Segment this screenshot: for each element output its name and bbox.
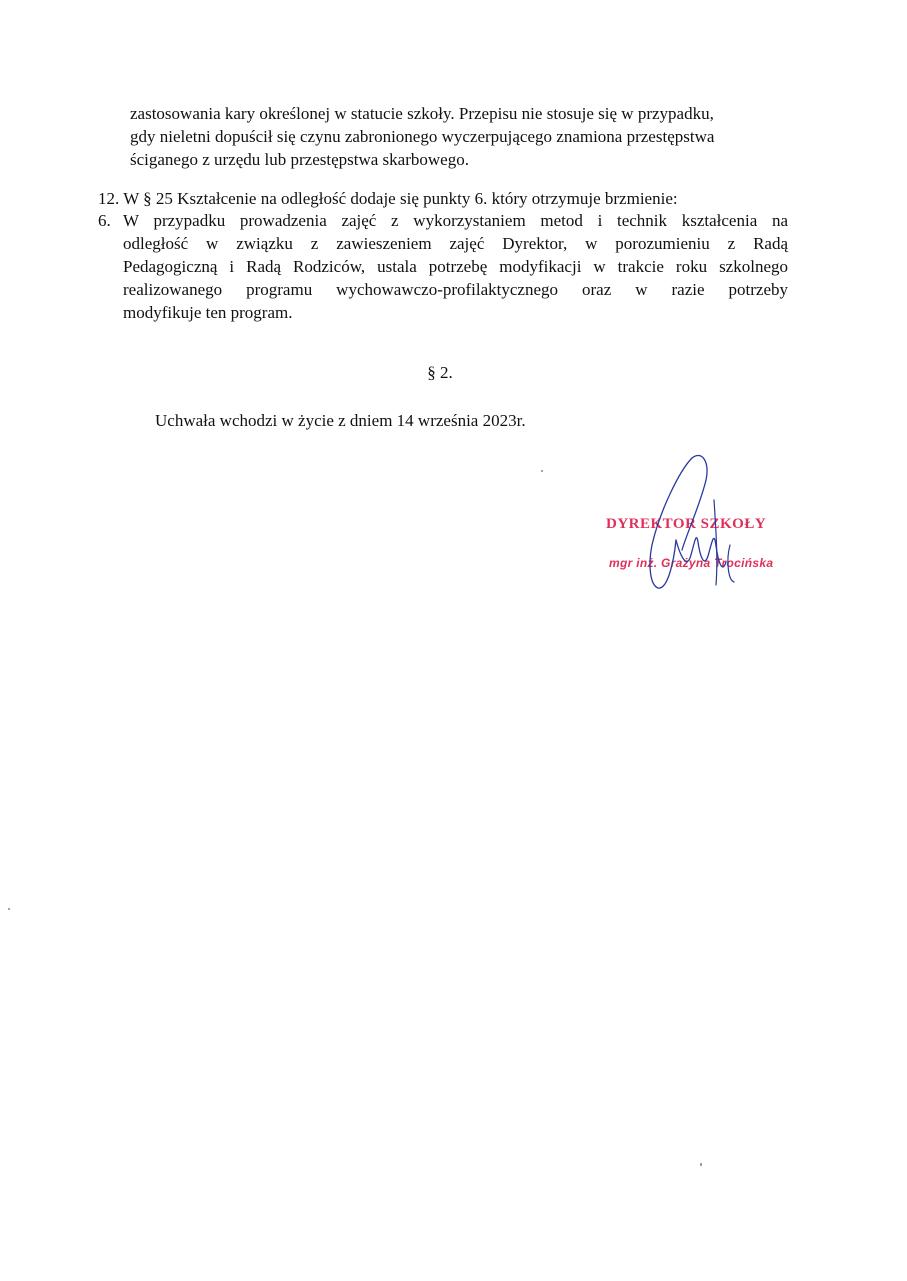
scan-speck — [8, 908, 10, 910]
stamp-title: DYREKTOR SZKOŁY — [606, 516, 767, 532]
list-item-6-text — [123, 209, 788, 324]
scan-speck — [541, 470, 543, 472]
section-heading: § 2. — [427, 363, 453, 382]
text-line: realizowanego programu wychowawczo-profilaktycznego oraz w razie potrzeby — [123, 280, 788, 299]
text-line: odległość w związku z zawieszeniem zajęć Dyrektor, w porozumieniu z Radą — [123, 234, 788, 253]
list-item-12: 12. W § 25 Kształcenie na odległość dodaje się punkty 6. który otrzymuje brzmienie: — [98, 189, 678, 208]
closing-statement: Uchwała wchodzi w życie z dniem 14 września 2023r. — [155, 411, 526, 430]
handwritten-signature — [630, 450, 750, 600]
text-line: modyfikuje ten program. — [123, 303, 293, 322]
text-line: W przypadku prowadzenia zajęć z wykorzystaniem metod i technik kształcenia na — [123, 211, 788, 230]
stamp-name: mgr inż. Grażyna Trocińska — [609, 556, 774, 570]
text-line: zastosowania kary określonej w statucie szkoły. Przepisu nie stosuje się w przypadku, — [130, 104, 714, 123]
list-item-6-number: 6. — [98, 211, 111, 230]
text-line: ściganego z urzędu lub przestępstwa skarbowego. — [130, 150, 469, 169]
scan-speck — [700, 1163, 702, 1166]
text-line: gdy nieletni dopuścił się czynu zabronionego wyczerpującego znamiona przestępstwa — [130, 127, 715, 146]
text-line: Pedagogiczną i Radą Rodziców, ustala potrzebę modyfikacji w trakcie roku szkolnego — [123, 257, 788, 276]
paragraph-continuation — [130, 102, 790, 171]
